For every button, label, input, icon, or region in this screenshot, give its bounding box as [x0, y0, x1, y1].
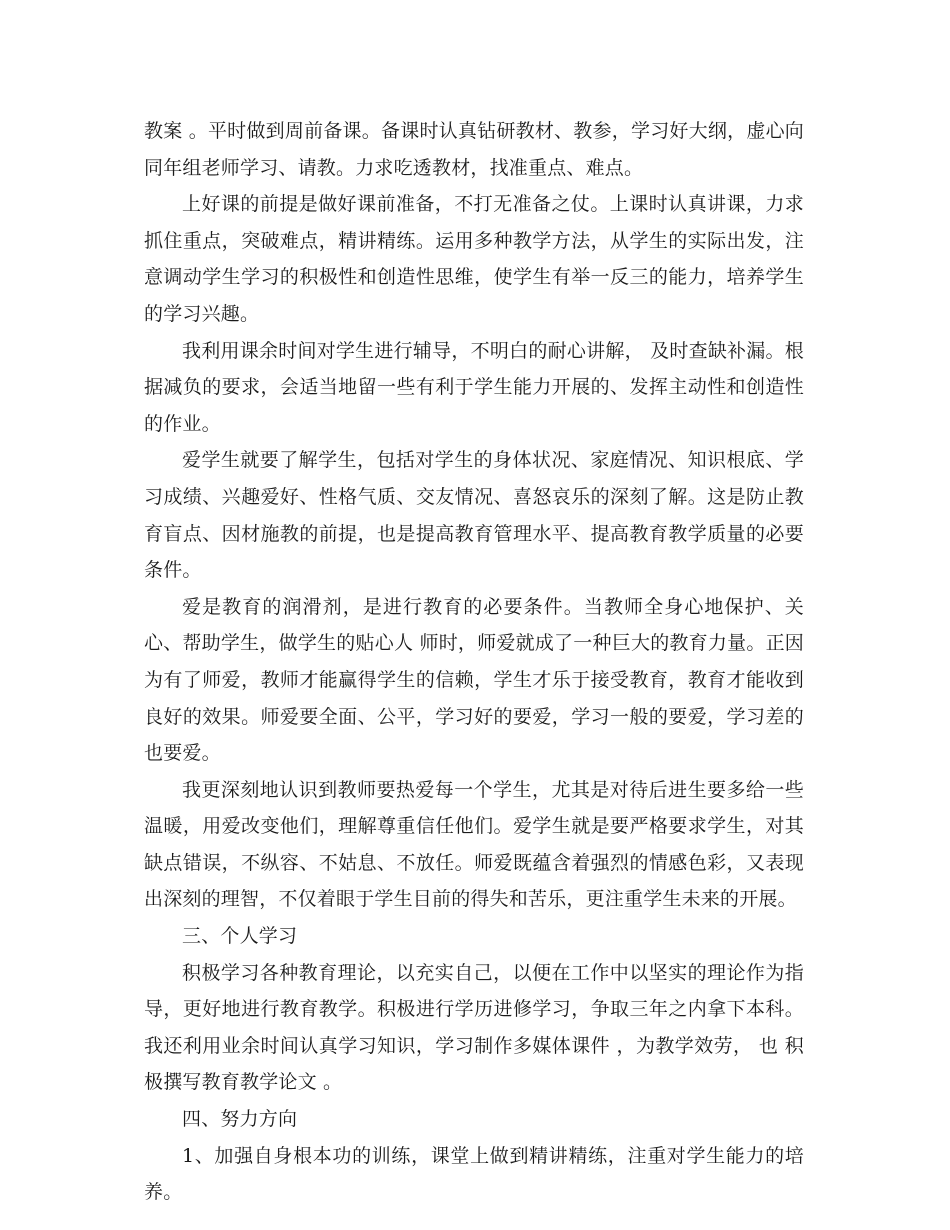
- document-body: [144, 113, 804, 1211]
- paragraph-teacher-love: 爱是教育的润滑剂，是进行教育的必要条件。当教师全身心地保护、关心、帮助学生，做学生的贴心人 师时，师爱就成了一种巨大的教育力量。正因为有了师爱，教师才能赢得学生的信赖，学生才乐于接受教育，教育才能收到良好的效果。师爱要全面、公平，学习好的要爱，学习一般的要爱，学习差的也要爱。: [144, 595, 804, 765]
- paragraph-tutoring: 我利用课余时间对学生进行辅导，不明白的耐心讲解， 及时查缺补漏。根据减负的要求，会适当地留一些有利于学生能力开展的、发挥主动性和创造性的作业。: [144, 339, 804, 435]
- section-heading-direction: 四、努力方向: [182, 1108, 298, 1131]
- paragraph-lesson-prep: 教案 。平时做到周前备课。备课时认真钻研教材、教参，学习好大纲，虚心向同年组老师学习、请教。力求吃透教材，找准重点、难点。: [144, 120, 804, 179]
- paragraph-personal-study: 积极学习各种教育理论，以充实自己，以便在工作中以坚实的理论作为指导，更好地进行教育教学。积极进行学历进修学习，争取三年之内拿下本科。我还利用业余时间认真学习知识，学习制作多媒体课件 ，为教学效劳， 也 积极撰写教育教学论文 。: [144, 961, 804, 1094]
- paragraph-love-every-student: 我更深刻地认识到教师要热爱每一个学生，尤其是对待后进生要多给一些温暖，用爱改变他们，理解尊重信任他们。爱学生就是要严格要求学生，对其缺点错误，不纵容、不姑息、不放任。师爱既蕴含着强烈的情感色彩，又表现出深刻的理智，不仅着眼于学生目前的得失和苦乐，更注重学生未来的开展。: [144, 778, 804, 911]
- paragraph-good-lessons: 上好课的前提是做好课前准备，不打无准备之仗。上课时认真讲课，力求抓住重点，突破难点，精讲精练。运用多种教学方法，从学生的实际出发，注意调动学生学习的积极性和创造性思维，使学生有举一反三的能力，培养学生的学习兴趣。: [144, 193, 804, 325]
- paragraph-know-students: 爱学生就要了解学生，包括对学生的身体状况、家庭情况、知识根底、学习成绩、兴趣爱好、性格气质、交友情况、喜怒哀乐的深刻了解。这是防止教育盲点、因材施教的前提，也是提高教育管理水平、提高教育教学质量的必要条件。: [144, 449, 804, 582]
- section-heading-personal-study: 三、个人学习: [182, 925, 298, 948]
- paragraph-direction-item-1: 1、加强自身根本功的训练，课堂上做到精讲精练，注重对学生能力的培养。: [144, 1144, 804, 1204]
